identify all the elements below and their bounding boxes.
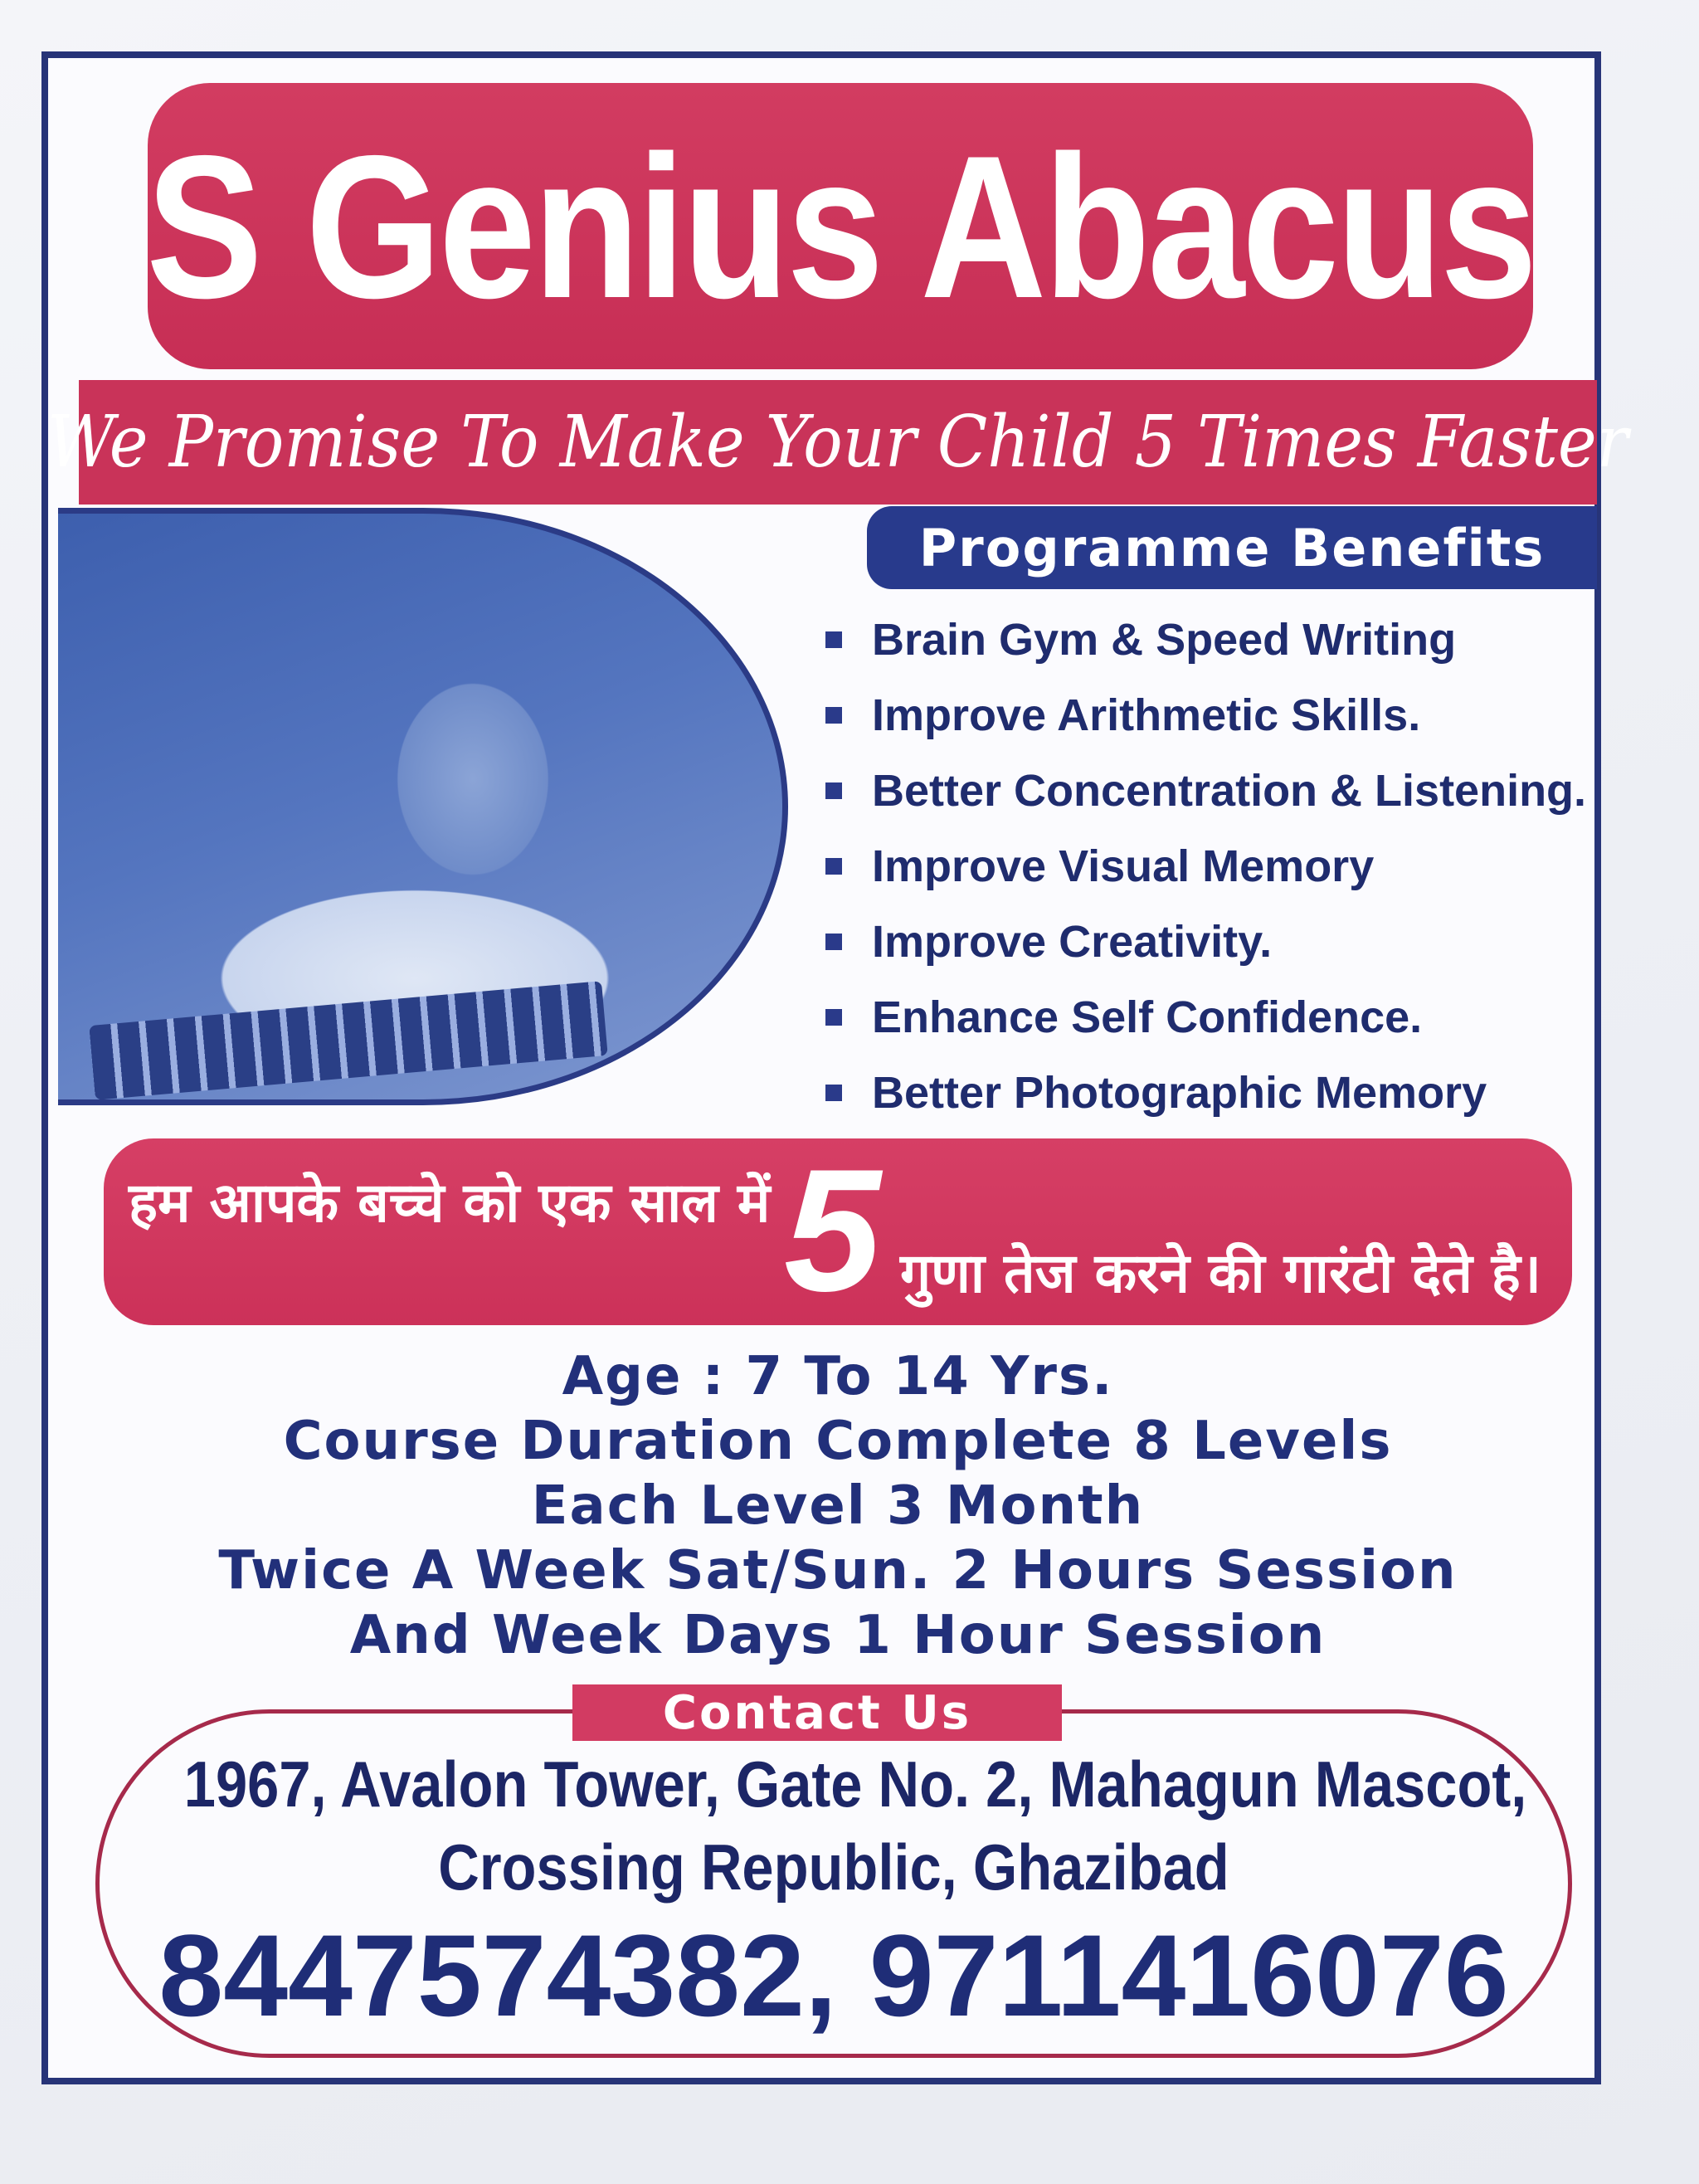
title-banner (148, 83, 1533, 369)
square-bullet-icon (825, 858, 842, 875)
detail-duration: Course Duration Complete 8 Levels (283, 1411, 1393, 1472)
contact-label-tab (572, 1684, 1062, 1741)
benefit-text: Better Concentration & Listening. (872, 765, 1587, 816)
contact-phones: 8447574382, 9711416076 (158, 1910, 1509, 2040)
hindi-guarantee-banner (104, 1133, 1572, 1328)
course-details (66, 1344, 1609, 1668)
benefit-text: Improve Creativity. (872, 916, 1273, 967)
square-bullet-icon (825, 1009, 842, 1026)
benefits-heading-tab (867, 506, 1597, 589)
benefit-text: Brain Gym & Speed Writing (872, 614, 1457, 665)
detail-level: Each Level 3 Month (531, 1475, 1145, 1537)
square-bullet-icon (825, 1085, 842, 1101)
list-item (825, 677, 1597, 753)
address-line-2: Crossing Republic, Ghazibad (438, 1831, 1229, 1904)
benefits-heading: Programme Benefits (918, 517, 1546, 578)
benefit-text: Improve Visual Memory (872, 841, 1375, 891)
poster-title: S Genius Abacus (146, 112, 1535, 340)
detail-weekend: Twice A Week Sat/Sun. 2 Hours Session (218, 1540, 1458, 1601)
hindi-line-1: हम आपके बच्चे को एक साल में (129, 1171, 771, 1235)
list-item (825, 602, 1597, 677)
detail-age: Age : 7 To 14 Yrs. (562, 1346, 1114, 1407)
list-item (825, 1055, 1597, 1130)
square-bullet-icon (825, 631, 842, 648)
child-abacus-photo (58, 508, 788, 1105)
list-item (825, 828, 1597, 904)
benefit-text: Enhance Self Confidence. (872, 992, 1423, 1042)
address-line-1: 1967, Avalon Tower, Gate No. 2, Mahagun Mascot, (183, 1748, 1527, 1821)
list-item (825, 979, 1597, 1055)
contact-label: Contact Us (662, 1685, 972, 1740)
hindi-line-2: गुणा तेज करने की गारंटी देते है। (900, 1241, 1541, 1305)
detail-weekday: And Week Days 1 Hour Session (349, 1605, 1327, 1666)
tagline-banner (47, 380, 1628, 505)
tagline-text: We Promise To Make Your Child 5 Times Faster (47, 401, 1628, 484)
square-bullet-icon (825, 707, 842, 724)
square-bullet-icon (825, 782, 842, 799)
list-item (825, 753, 1597, 828)
benefit-text: Better Photographic Memory (872, 1067, 1487, 1118)
hindi-big-number: 5 (784, 1133, 881, 1328)
abacus-icon (89, 981, 607, 1100)
benefit-list (825, 602, 1597, 1130)
contact-address (95, 1743, 1572, 1909)
benefit-text: Improve Arithmetic Skills. (872, 690, 1421, 740)
list-item (825, 904, 1597, 979)
square-bullet-icon (825, 934, 842, 950)
